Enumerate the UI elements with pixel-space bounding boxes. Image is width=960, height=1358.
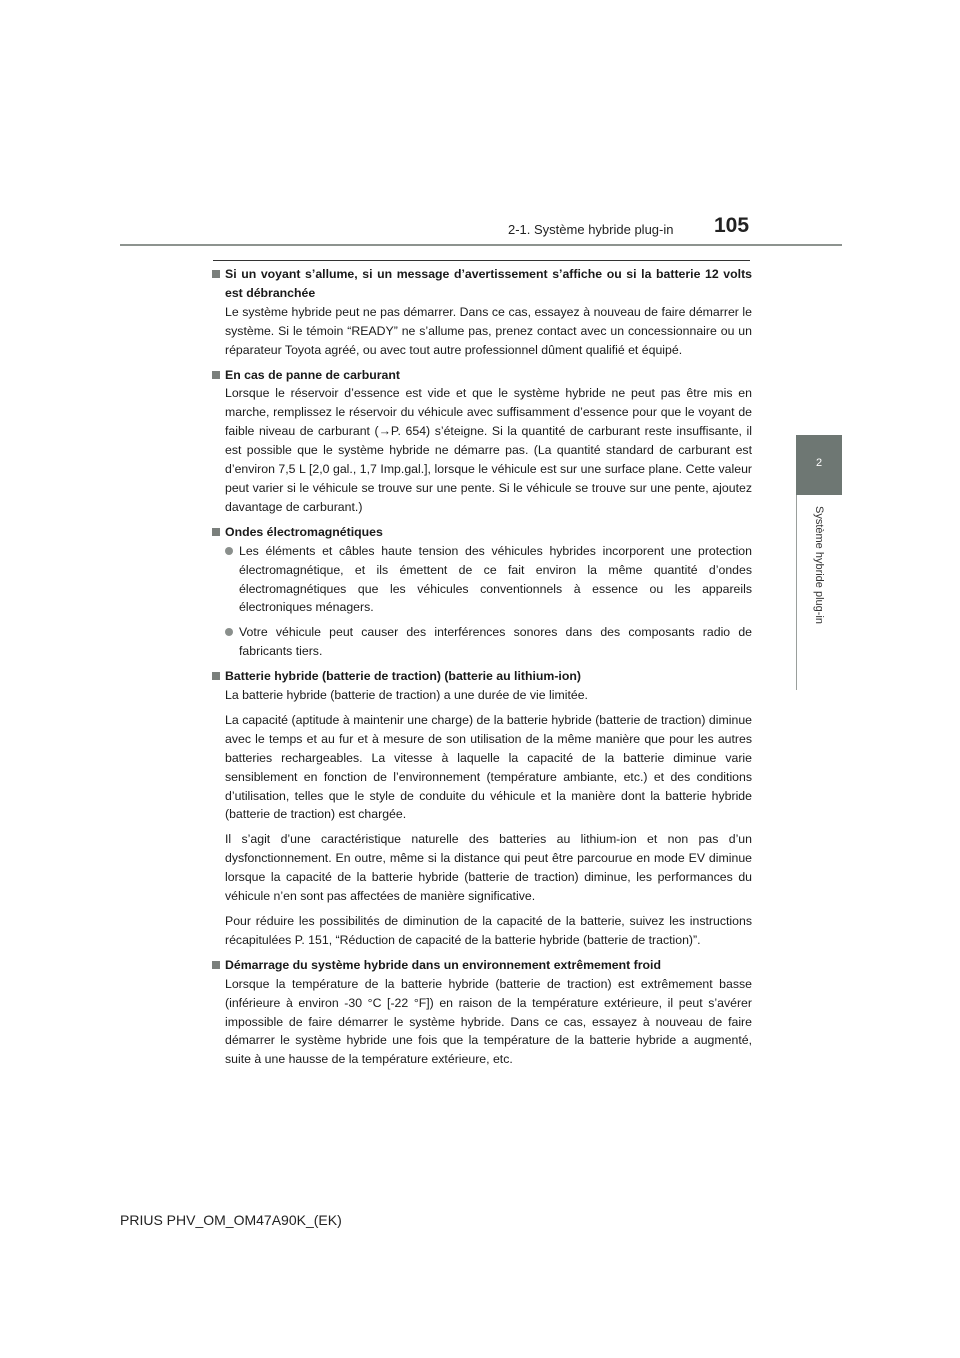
section-title: En cas de panne de carburant bbox=[212, 366, 752, 385]
document-code: PRIUS PHV_OM_OM47A90K_(EK) bbox=[120, 1212, 342, 1228]
chapter-tab bbox=[796, 435, 842, 495]
chapter-number: 2 bbox=[815, 457, 823, 469]
section-title: Batterie hybride (batterie de traction) (batterie au lithium-ion) bbox=[212, 667, 752, 686]
section-cold-start bbox=[212, 956, 752, 1069]
paragraph: Il s’agit d’une caractéristique naturelle des batteries au lithium-ion et non pas d’un dysfonctionnement. En outre, même si la distance qui peut être parcourue en mode EV diminue lorsque la capacité de la batterie hybride (batterie de traction) diminue, les performances du véhicule n’en sont pas affectées de manière significative. bbox=[225, 832, 752, 904]
round-bullet-icon bbox=[225, 628, 233, 636]
page-number: 105 bbox=[714, 214, 750, 237]
paragraph: Pour réduire les possibilités de diminution de la capacité de la batterie, suivez les instructions récapitulées P. 151, “Réduction de capacité de la batterie hybride (batterie de traction)”. bbox=[225, 914, 752, 947]
header-rule bbox=[120, 244, 842, 246]
section-fuel-empty bbox=[212, 366, 752, 517]
section-electromagnetic-waves bbox=[212, 523, 752, 661]
square-bullet-icon bbox=[212, 371, 220, 379]
paragraph: Lorsque le réservoir d’essence est vide et que le système hybride ne peut pas être mis en marche, remplissez le réservoir du véhicule avec suffisamment d’essence pour que le voyant de faible niveau de carburant (→P. 654) s’éteigne. Si la quantité de carburant reste insuffisante, il est possible que le système hybride ne démarre pas. (La quantité standard de carburant est d’environ 7,5 L [2,0 gal., 1,7 Imp.gal.], lorsque le véhicule est sur une surface plane. Cette valeur peut varier si le véhicule se trouve sur une pente. Si le véhicule se trouve sur une pente, ajoutez davantage de carburant.) bbox=[225, 386, 752, 514]
section-title: Ondes électromagnétiques bbox=[212, 523, 752, 542]
paragraph: Lorsque la température de la batterie hybride (batterie de traction) est extrêmement basse (inférieure à environ -30 °C [-22 °F]) en raison de la température extérieure, il peut s’avérer impossible de faire démarrer le système hybride. Dans ce cas, essayez à nouveau de faire démarrer le système hybride une fois que la température de la batterie hybride a augmenté, suite à une hausse de la température extérieure, etc. bbox=[225, 976, 752, 1067]
paragraph: Le système hybride peut ne pas démarrer. Dans ce cas, essayez à nouveau de faire démarrer le système. Si le témoin “READY” ne s’allume pas, prenez contact avec un concessionnaire ou un réparateur Toyota agréé, ou avec tout autre professionnel dûment qualifié et équipé. bbox=[225, 304, 752, 357]
paragraph: La batterie hybride (batterie de traction) a une durée de vie limitée. bbox=[225, 688, 588, 703]
section-title: Si un voyant s’allume, si un message d’avertissement s’affiche ou si la batterie 12 volts est débranchée bbox=[212, 265, 752, 303]
list-item: Les éléments et câbles haute tension des véhicules hybrides incorporent une protection électromagnétique, et ils émettent de ce fait environ la même quantité d’ondes électromagnétiques que les véhicules conventionnels à essence ou les appareils électroniques ménagers. bbox=[212, 542, 752, 618]
square-bullet-icon bbox=[212, 528, 220, 536]
section-title: Démarrage du système hybride dans un environnement extrêmement froid bbox=[212, 956, 752, 975]
content-top-rule bbox=[213, 260, 750, 261]
header-section-title: 2-1. Système hybride plug-in bbox=[508, 222, 674, 237]
paragraph: La capacité (aptitude à maintenir une charge) de la batterie hybride (batterie de traction) diminue avec le temps et au fur et à mesure de son utilisation de la même manière que pour les autres batteries rechargeables. La vitesse à laquelle la capacité de la batterie diminue varie sensiblement en fonction de l’environnement (température ambiante, etc.) et des conditions d’utilisation, telles que le style de conduite du véhicule et la manière dont la batterie hybride (batterie de traction) est chargée. bbox=[225, 712, 752, 822]
section-warning-light bbox=[212, 265, 752, 360]
main-content bbox=[212, 265, 752, 1075]
square-bullet-icon bbox=[212, 961, 220, 969]
round-bullet-icon bbox=[225, 547, 233, 555]
chapter-label: Système hybride plug-in bbox=[813, 505, 825, 625]
square-bullet-icon bbox=[212, 270, 220, 278]
list-item: Votre véhicule peut causer des interférences sonores dans des composants radio de fabricants tiers. bbox=[212, 623, 752, 661]
square-bullet-icon bbox=[212, 672, 220, 680]
section-hybrid-battery bbox=[212, 667, 752, 950]
